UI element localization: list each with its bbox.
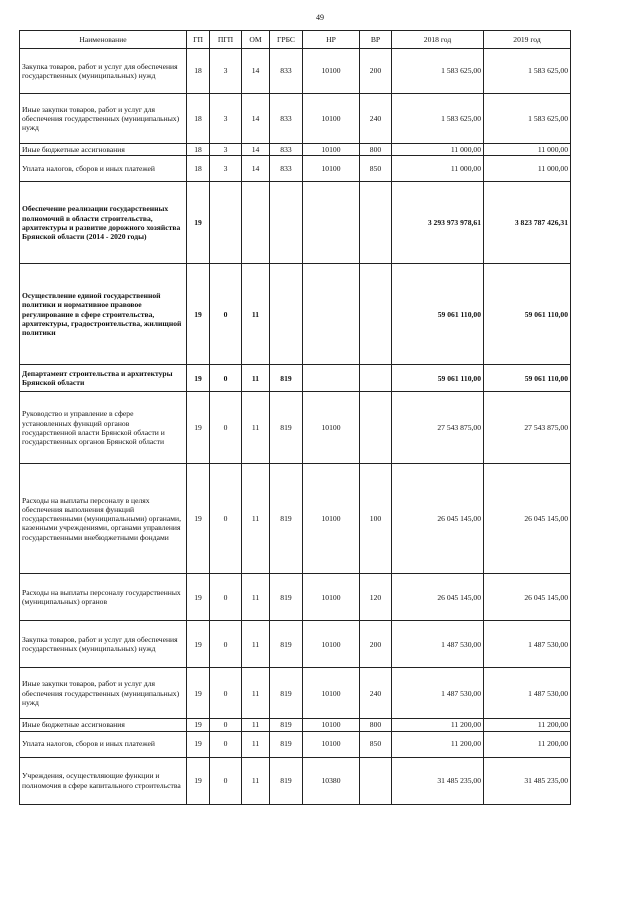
- row-grbs: [270, 264, 303, 365]
- row-np: 10100: [303, 719, 360, 731]
- row-grbs: 833: [270, 94, 303, 144]
- row-grbs: 819: [270, 621, 303, 668]
- row-grbs: 819: [270, 464, 303, 574]
- row-np: [303, 182, 360, 264]
- row-grbs: 819: [270, 668, 303, 719]
- row-np: 10100: [303, 621, 360, 668]
- row-ppgp: 0: [210, 365, 242, 392]
- row-om: 14: [242, 156, 270, 182]
- row-np: [303, 365, 360, 392]
- table-row: [20, 464, 571, 574]
- row-vr: 240: [360, 94, 392, 144]
- row-om: 11: [242, 668, 270, 719]
- row-vr: [360, 757, 392, 804]
- row-np: 10100: [303, 668, 360, 719]
- row-name: Обеспечение реализации государственных полномочий в области строительства, архитектуры и развитие дорожного хозяйства Брянской области (2014 - 2020 годы): [20, 182, 187, 264]
- row-amount-2018: 1 487 530,00: [392, 621, 484, 668]
- row-name: Расходы на выплаты персоналу в целях обеспечения выполнения функций государственными (муниципальными) органами, казенными учреждениями, органами управления государственными внебюджетными фондами: [20, 464, 187, 574]
- row-vr: 800: [360, 144, 392, 156]
- row-gp: 19: [187, 757, 210, 804]
- row-ppgp: 0: [210, 757, 242, 804]
- row-amount-2019: 26 045 145,00: [484, 574, 571, 621]
- row-grbs: 819: [270, 392, 303, 464]
- row-amount-2019: 1 487 530,00: [484, 621, 571, 668]
- row-vr: 120: [360, 574, 392, 621]
- table-row: [20, 757, 571, 804]
- row-amount-2018: 31 485 235,00: [392, 757, 484, 804]
- row-name: Закупка товаров, работ и услуг для обеспечения государственных (муниципальных) нужд: [20, 49, 187, 94]
- row-name: Иные закупки товаров, работ и услуг для обеспечения государственных (муниципальных) нужд: [20, 94, 187, 144]
- row-vr: 240: [360, 668, 392, 719]
- row-ppgp: 3: [210, 94, 242, 144]
- row-name: Осуществление единой государственной политики и нормативное правовое регулирование в сфере строительства, архитектуры, градостроительства, жилищной политики: [20, 264, 187, 365]
- row-amount-2018: 26 045 145,00: [392, 574, 484, 621]
- row-om: 11: [242, 365, 270, 392]
- row-ppgp: 0: [210, 621, 242, 668]
- row-gp: 19: [187, 264, 210, 365]
- row-np: 10100: [303, 731, 360, 757]
- row-amount-2019: 59 061 110,00: [484, 365, 571, 392]
- table-row: [20, 365, 571, 392]
- row-amount-2019: 1 583 625,00: [484, 49, 571, 94]
- column-header-2019: 2019 год: [484, 31, 571, 49]
- row-ppgp: 3: [210, 156, 242, 182]
- row-om: 11: [242, 464, 270, 574]
- row-name: Департамент строительства и архитектуры Брянской области: [20, 365, 187, 392]
- row-np: 10380: [303, 757, 360, 804]
- row-gp: 19: [187, 182, 210, 264]
- row-om: 11: [242, 574, 270, 621]
- table-row: [20, 144, 571, 156]
- row-np: 10100: [303, 574, 360, 621]
- row-om: 11: [242, 719, 270, 731]
- row-gp: 19: [187, 392, 210, 464]
- table-row: [20, 392, 571, 464]
- row-amount-2019: 11 000,00: [484, 156, 571, 182]
- row-np: 10100: [303, 94, 360, 144]
- table-row: [20, 574, 571, 621]
- row-vr: 200: [360, 49, 392, 94]
- table-row: [20, 668, 571, 719]
- row-name: Иные бюджетные ассигнования: [20, 144, 187, 156]
- row-amount-2018: 59 061 110,00: [392, 365, 484, 392]
- table-row: [20, 621, 571, 668]
- row-vr: 200: [360, 621, 392, 668]
- column-header-name: Наименование: [20, 31, 187, 49]
- column-header-grbs: ГРБС: [270, 31, 303, 49]
- row-gp: 19: [187, 719, 210, 731]
- row-name: Уплата налогов, сборов и иных платежей: [20, 156, 187, 182]
- row-ppgp: 0: [210, 392, 242, 464]
- row-vr: 100: [360, 464, 392, 574]
- row-grbs: 833: [270, 49, 303, 94]
- row-om: [242, 182, 270, 264]
- row-amount-2019: 1 583 625,00: [484, 94, 571, 144]
- row-grbs: 819: [270, 719, 303, 731]
- row-vr: [360, 182, 392, 264]
- table-header-row: [20, 31, 571, 49]
- row-name: Расходы на выплаты персоналу государственных (муниципальных) органов: [20, 574, 187, 621]
- table-row: [20, 49, 571, 94]
- row-vr: [360, 264, 392, 365]
- row-om: 11: [242, 392, 270, 464]
- row-om: 14: [242, 94, 270, 144]
- row-gp: 18: [187, 144, 210, 156]
- row-grbs: 833: [270, 156, 303, 182]
- table-row: [20, 182, 571, 264]
- row-amount-2019: 11 200,00: [484, 719, 571, 731]
- row-amount-2018: 11 000,00: [392, 156, 484, 182]
- row-om: 11: [242, 264, 270, 365]
- row-ppgp: 0: [210, 464, 242, 574]
- budget-table: [19, 30, 571, 805]
- row-gp: 19: [187, 621, 210, 668]
- table-row: [20, 264, 571, 365]
- row-amount-2019: 11 000,00: [484, 144, 571, 156]
- row-gp: 19: [187, 365, 210, 392]
- row-gp: 19: [187, 731, 210, 757]
- row-grbs: 833: [270, 144, 303, 156]
- row-grbs: 819: [270, 574, 303, 621]
- row-np: 10100: [303, 156, 360, 182]
- row-amount-2018: 1 583 625,00: [392, 94, 484, 144]
- row-name: Иные закупки товаров, работ и услуг для обеспечения государственных (муниципальных) нужд: [20, 668, 187, 719]
- column-header-ppgp: ПГП: [210, 31, 242, 49]
- row-amount-2018: 1 487 530,00: [392, 668, 484, 719]
- row-amount-2019: 11 200,00: [484, 731, 571, 757]
- row-amount-2018: 11 200,00: [392, 731, 484, 757]
- table-row: [20, 156, 571, 182]
- row-amount-2019: 1 487 530,00: [484, 668, 571, 719]
- row-vr: 850: [360, 731, 392, 757]
- column-header-gp: ГП: [187, 31, 210, 49]
- row-gp: 18: [187, 156, 210, 182]
- table-row: [20, 719, 571, 731]
- row-grbs: 819: [270, 731, 303, 757]
- row-name: Иные бюджетные ассигнования: [20, 719, 187, 731]
- row-amount-2018: 27 543 875,00: [392, 392, 484, 464]
- row-amount-2019: 26 045 145,00: [484, 464, 571, 574]
- row-om: 14: [242, 144, 270, 156]
- row-vr: 800: [360, 719, 392, 731]
- row-name: Закупка товаров, работ и услуг для обеспечения государственных (муниципальных) нужд: [20, 621, 187, 668]
- row-amount-2019: 3 823 787 426,31: [484, 182, 571, 264]
- row-gp: 19: [187, 574, 210, 621]
- row-np: 10100: [303, 144, 360, 156]
- row-ppgp: 3: [210, 49, 242, 94]
- row-ppgp: [210, 182, 242, 264]
- row-gp: 18: [187, 49, 210, 94]
- row-gp: 18: [187, 94, 210, 144]
- row-np: 10100: [303, 49, 360, 94]
- row-grbs: 819: [270, 757, 303, 804]
- row-amount-2018: 11 200,00: [392, 719, 484, 731]
- column-header-vr: ВР: [360, 31, 392, 49]
- page-number: 49: [316, 13, 324, 22]
- row-name: Руководство и управление в сфере установленных функций органов государственной власти Брянской области и государственных органов Брянской области: [20, 392, 187, 464]
- table-row: [20, 94, 571, 144]
- row-om: 14: [242, 49, 270, 94]
- column-header-om: ОМ: [242, 31, 270, 49]
- row-ppgp: 0: [210, 574, 242, 621]
- row-ppgp: 0: [210, 264, 242, 365]
- row-ppgp: 0: [210, 731, 242, 757]
- row-amount-2018: 1 583 625,00: [392, 49, 484, 94]
- row-np: [303, 264, 360, 365]
- row-gp: 19: [187, 668, 210, 719]
- row-np: 10100: [303, 464, 360, 574]
- row-amount-2019: 27 543 875,00: [484, 392, 571, 464]
- row-amount-2018: 3 293 973 978,61: [392, 182, 484, 264]
- table-row: [20, 731, 571, 757]
- row-name: Учреждения, осуществляющие функции и полномочия в сфере капитального строительства: [20, 757, 187, 804]
- row-grbs: [270, 182, 303, 264]
- row-om: 11: [242, 731, 270, 757]
- column-header-np: НР: [303, 31, 360, 49]
- row-om: 11: [242, 621, 270, 668]
- row-ppgp: 0: [210, 668, 242, 719]
- row-vr: 850: [360, 156, 392, 182]
- row-name: Уплата налогов, сборов и иных платежей: [20, 731, 187, 757]
- row-ppgp: 0: [210, 719, 242, 731]
- row-ppgp: 3: [210, 144, 242, 156]
- row-vr: [360, 365, 392, 392]
- column-header-2018: 2018 год: [392, 31, 484, 49]
- row-om: 11: [242, 757, 270, 804]
- row-gp: 19: [187, 464, 210, 574]
- row-grbs: 819: [270, 365, 303, 392]
- row-np: 10100: [303, 392, 360, 464]
- row-vr: [360, 392, 392, 464]
- row-amount-2018: 26 045 145,00: [392, 464, 484, 574]
- row-amount-2019: 59 061 110,00: [484, 264, 571, 365]
- row-amount-2018: 11 000,00: [392, 144, 484, 156]
- row-amount-2019: 31 485 235,00: [484, 757, 571, 804]
- row-amount-2018: 59 061 110,00: [392, 264, 484, 365]
